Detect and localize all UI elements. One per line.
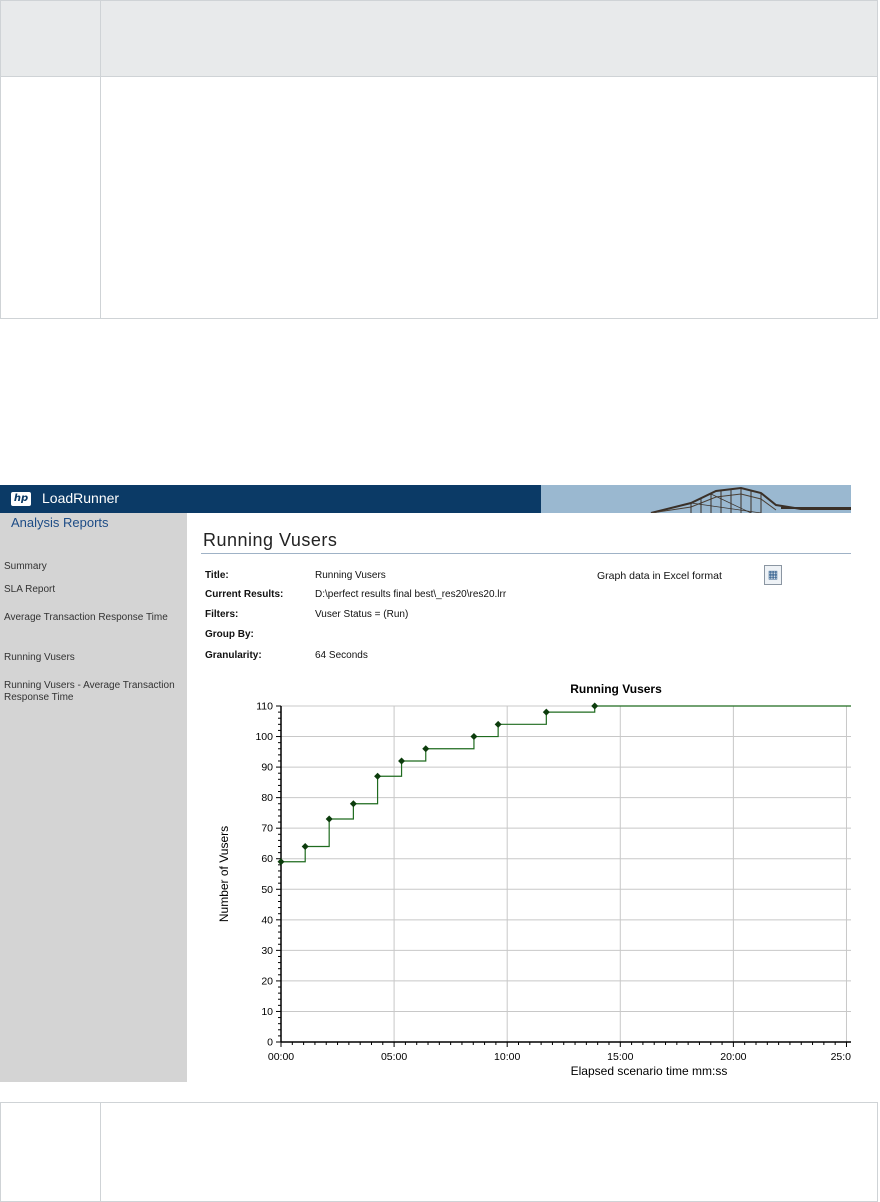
sidebar-title: Analysis Reports — [11, 515, 109, 530]
x-axis-label: Elapsed scenario time mm:ss — [570, 1064, 728, 1078]
y-tick-label: 90 — [261, 761, 273, 774]
hp-logo-icon: hp — [11, 492, 31, 506]
x-tick-label: 15:00 — [607, 1051, 634, 1063]
chart-title: Running Vusers — [570, 682, 662, 696]
excel-export-icon[interactable]: ▦ — [764, 565, 782, 585]
y-tick-label: 110 — [256, 700, 273, 713]
y-tick-label: 0 — [267, 1036, 273, 1049]
y-axis-label: Number of Vusers — [217, 825, 231, 923]
doc-table-divider-bottom — [100, 1103, 101, 1201]
running-vusers-chart — [187, 513, 851, 1082]
sidebar-item-summary[interactable]: Summary — [4, 561, 47, 572]
sidebar-item-running-vusers[interactable]: Running Vusers — [4, 652, 75, 663]
x-tick-label: 00:00 — [267, 1051, 295, 1063]
meta-title-value: Running Vusers — [315, 570, 386, 581]
report-main — [187, 513, 851, 1082]
doc-table-divider — [100, 1, 101, 318]
doc-table-header — [1, 1, 877, 77]
y-tick-label: 30 — [261, 944, 273, 957]
sidebar-item-average-transaction-response-time[interactable]: Average Transaction Response Time — [4, 612, 168, 623]
y-tick-label: 10 — [261, 1005, 273, 1018]
x-tick-label: 10:00 — [494, 1051, 521, 1063]
app-brand: LoadRunner — [42, 490, 120, 506]
excel-link-label[interactable]: Graph data in Excel format — [597, 570, 722, 582]
meta-filters-key: Filters: — [205, 609, 239, 620]
meta-title-key: Title: — [205, 570, 229, 581]
doc-table-top — [0, 0, 878, 319]
y-tick-label: 20 — [261, 975, 273, 988]
sidebar-item-running-vusers-average-trt[interactable]: Running Vusers - Average Transaction Response Time — [4, 680, 175, 703]
y-tick-label: 100 — [255, 731, 273, 744]
x-tick-label: 20:00 — [720, 1051, 747, 1063]
y-tick-label: 80 — [261, 792, 273, 805]
plot-area — [281, 706, 851, 1042]
banner-photo — [541, 485, 851, 513]
meta-granularity-value: 64 Seconds — [315, 650, 368, 661]
meta-groupby-key: Group By: — [205, 629, 254, 640]
meta-results-value: D:\perfect results final best\_res20\res20.lrr — [315, 589, 507, 600]
loadrunner-screenshot — [0, 485, 851, 1082]
report-sidebar — [0, 513, 187, 1082]
x-tick-label: 05:00 — [380, 1051, 408, 1063]
y-tick-label: 50 — [261, 883, 273, 896]
y-tick-label: 70 — [261, 822, 273, 835]
y-tick-label: 40 — [261, 914, 273, 927]
app-banner — [0, 485, 851, 513]
meta-granularity-key: Granularity: — [205, 650, 262, 661]
meta-results-key: Current Results: — [205, 589, 284, 600]
doc-table-bottom — [0, 1102, 878, 1202]
page-title: Running Vusers — [203, 530, 338, 550]
sidebar-item-sla-report[interactable]: SLA Report — [4, 584, 56, 595]
x-tick-label: 25:0 — [830, 1051, 851, 1063]
y-tick-label: 60 — [261, 853, 273, 866]
rollercoaster-image — [541, 485, 851, 513]
meta-filters-value: Vuser Status = (Run) — [315, 609, 409, 620]
